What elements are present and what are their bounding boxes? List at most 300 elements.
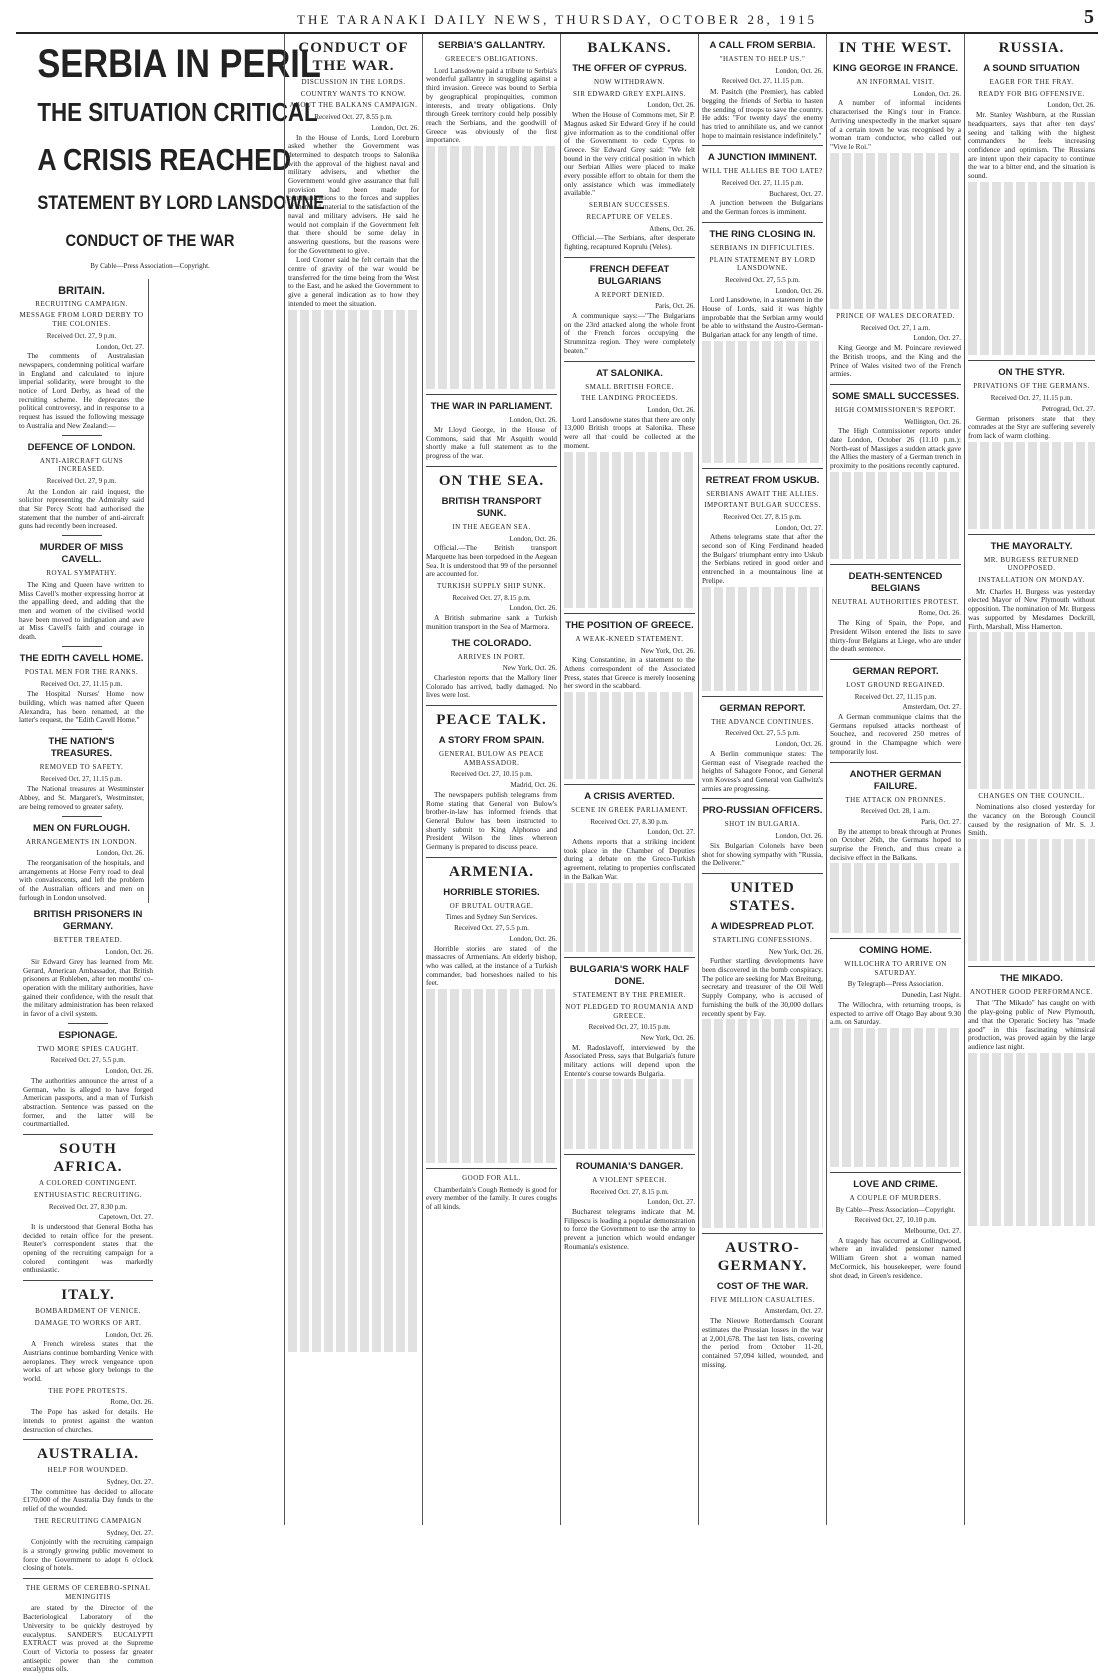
divider <box>968 360 1095 361</box>
subheading: HIGH COMMISSIONER'S REPORT. <box>835 405 956 414</box>
article-text: The Willochra, with returning troops, is expected to arrive off Otago Bay about 9.30 a.m. on Saturday. <box>830 999 961 1027</box>
column-3 <box>284 34 422 1525</box>
divider <box>968 534 1095 535</box>
dateline: Madrid, Oct. 26. <box>510 781 557 790</box>
headline-crisis: A CRISIS REACHED <box>37 142 292 177</box>
subheading: LOST GROUND REGAINED. <box>846 680 945 689</box>
section-heading: SERBIA'S GALLANTRY. <box>438 40 545 51</box>
dateline: London, Oct. 26. <box>371 123 419 132</box>
subheading: AN INFORMAL VISIT. <box>856 78 935 86</box>
subheading: NEUTRAL AUTHORITIES PROTEST. <box>831 597 960 606</box>
dateline: London, Oct. 26. <box>105 948 153 957</box>
article-text: The comments of Australasian newspapers, condemning political warfare in England and calculated to injure imperial solidarity, were brought to the notice of Lord Derby, as head of the recruiting scheme. He deprecates the political controversy, and in response to a request has issued the following message to Australia and New Zealand:— <box>19 351 144 430</box>
article-text: Further startling developments have been discovered in the bomb conspiracy. The police are seeking for Max Breitung, secretary and treasurer of the Oil Well Supply Company, who is accused of furnishing the bulk of the 30,000 dollars recently spent by Fay. <box>702 956 823 1018</box>
text-filler <box>968 1053 1095 1227</box>
divider <box>702 468 823 469</box>
received-line: Received Oct. 27, 5.5 p.m. <box>50 1056 126 1065</box>
subheading: SMALL BRITISH FORCE. <box>585 382 674 391</box>
article-text: Mr. Charles H. Burgess was yesterday elected Mayor of New Plymouth without opposition. The nomination of Mr. Burgess was supported by Mesdames Dockrill, Firth, Marshall, Miss Hamerton. <box>968 586 1095 631</box>
section-heading: THE COLORADO. <box>451 637 532 649</box>
article-text: Sir Edward Grey has learned from Mr. Gerard, American Ambassador, that British prisoners at Ruhleben, after ten months' co-operation with the military authorities, have gained their confidence, with the result that the military administration has been relaxed in favor of a civil system. <box>23 956 153 1019</box>
subheading: THE LANDING PROCEEDS. <box>580 394 679 403</box>
dateline: London, Oct. 26. <box>96 849 144 858</box>
subheading: OF BRUTAL OUTRAGE. <box>449 901 534 910</box>
subheading: SERBIANS IN DIFFICULTIES. <box>710 243 815 252</box>
text-filler <box>830 472 961 559</box>
subheading: GENERAL BULOW AS PEACE AMBASSADOR. <box>439 750 544 767</box>
section-heading: ROUMANIA'S DANGER. <box>575 1160 684 1172</box>
dateline: London, Oct. 26. <box>509 534 557 543</box>
section-heading: IN THE WEST. <box>838 40 953 56</box>
subheading: STATEMENT BY THE PREMIER. <box>573 991 686 1000</box>
article-text: A French wireless states that the Austrians continue bombarding Venice with aeroplanes. They wreck vengeance upon works of art whose glory belongs to the world. <box>23 1339 153 1384</box>
subheading: IN THE AEGEAN SEA. <box>452 522 531 531</box>
divider <box>830 659 961 660</box>
dateline: Capetown, Oct. 27. <box>98 1213 153 1222</box>
subheading: ABOUT THE BALKANS CAMPAIGN. <box>289 101 418 110</box>
dateline: London, Oct. 26. <box>775 740 823 749</box>
dateline: London, Oct. 26. <box>509 416 557 425</box>
article-text: Lord Cromer said he felt certain that the centre of gravity of the war would be transferred for the time being from the West to the East, and he asked the Government to give a general indication as to how they intended to meet the situation. <box>288 255 419 308</box>
dateline: New York, Oct. 26. <box>502 664 557 673</box>
subheading: THE ATTACK ON PRONNES. <box>845 795 946 804</box>
article-text: The committee has decided to allocate £170,000 of the Australia Day funds to the relief of the wounded. <box>23 1486 153 1514</box>
text-filler <box>968 442 1095 529</box>
subheading: CHANGES ON THE COUNCIL. <box>978 791 1085 800</box>
section-heading: THE EDITH CAVELL HOME. <box>19 652 144 664</box>
subheading: NOW WITHDRAWN. <box>593 78 666 86</box>
divider <box>830 564 961 565</box>
received-line: Times and Sydney Sun Services. <box>445 913 538 922</box>
received-line: Received Oct. 27, 5.5 p.m. <box>454 924 529 933</box>
subheading: RECRUITING CAMPAIGN. <box>35 299 128 308</box>
divider <box>702 798 823 799</box>
text-filler <box>702 587 823 691</box>
divider <box>68 1023 108 1024</box>
article-text: By the attempt to break through at Prones on October 26th, the Germans hoped to surprise the French, and thus create a decisive effect in the Balkans. <box>830 826 961 862</box>
dateline: London, Oct. 26. <box>913 89 961 98</box>
text-filler <box>702 1019 823 1228</box>
article-text: The King of Spain, the Pope, and President Wilson entered the lists to save thirty-four Belgians at Liege, who are under the death sentence. <box>830 618 961 654</box>
section-heading: GERMAN REPORT. <box>852 665 939 677</box>
headline-situation: THE SITUATION CRITICAL <box>37 97 318 127</box>
article-text: Lord Lansdowne states that there are only 13,000 British troops at Salonika. These were all that could be collected at the moment. <box>564 414 695 450</box>
text-filler <box>968 839 1095 961</box>
dateline: London, Oct. 26. <box>775 66 823 75</box>
divider <box>23 1439 153 1440</box>
article-text: German prisoners state that they comrades at the Styr are suffering severely from lack of warm clothing. <box>968 413 1095 440</box>
subheading: HELP FOR WOUNDED. <box>47 1466 129 1475</box>
divider <box>62 729 102 730</box>
text-filler <box>564 452 695 608</box>
column-2 <box>19 903 153 1675</box>
article-text: Charleston reports that the Mallory liner Colorado has arrived, badly damaged. No lives were lost. <box>426 672 557 700</box>
received-line: Received Oct. 27, 9 p.m. <box>46 476 117 485</box>
divider <box>564 257 695 258</box>
section-heading: THE RING CLOSING IN. <box>709 228 816 240</box>
divider <box>830 938 961 939</box>
dateline: Dunedin, Last Night. <box>901 991 961 1000</box>
divider <box>62 435 102 436</box>
subheading: WILL THE ALLIES BE TOO LATE? <box>702 167 823 176</box>
subheading: COST OF THE WAR. <box>716 1280 809 1292</box>
dateline: London, Oct. 27. <box>647 828 695 837</box>
received-line: By Telegraph—Press Association. <box>847 980 944 989</box>
received-line: Received Oct. 28, 1 a.m. <box>860 807 931 816</box>
subheading: PLAIN STATEMENT BY LORD LANSDOWNE. <box>709 255 816 273</box>
received-line: Received Oct. 27, 11.15 p.m. <box>721 77 804 86</box>
article-text: Lord Lansdowne paid a tribute to Serbia's wonderful gallantry in struggling against a third invasion. Greece was bound to Serbia by geographical propinquities, common interests, and treaty obligations. Only through Greek territory could help possibly reach the Serbians, and the goodwill of Greece was obviously of the first importance. <box>426 65 557 145</box>
subheading: BRITISH TRANSPORT SUNK. <box>441 495 542 519</box>
article-text: A tragedy has occurred at Collingwood, where an invalided pensioner named William Green shot a woman named McCormick, his housekeeper, were found shot dead, in Green's residence. <box>830 1235 961 1280</box>
article-text: The authorities announce the arrest of a German, who is alleged to have forged American passports, and a man of Turkish abstraction. Sentence was passed on the former, and the latter will be courtmartialled. <box>23 1075 153 1129</box>
subheading: THE RECRUITING CAMPAIGN <box>34 1516 142 1525</box>
received-line: Received Oct. 27, 11.15 p.m. <box>854 692 937 701</box>
text-filler <box>426 989 557 1163</box>
section-heading: BULGARIA'S WORK HALF DONE. <box>569 964 690 988</box>
divider <box>23 1280 153 1281</box>
received-line: Received Oct. 27, 8.30 p.m. <box>48 1202 128 1211</box>
dateline: Petrograd, Oct. 27. <box>1041 404 1095 413</box>
article-text: M. Pasitch (the Premier), has cabled begging the friends of Serbia to hasten the sending of troops to save the country. He adds: "For twenty days' the enemy has tried to annihilate us, and we cannot hope to maintain resistance indefinitely." <box>702 87 823 140</box>
dateline: Paris, Oct. 27. <box>921 817 961 826</box>
section-heading: ON THE STYR. <box>998 367 1065 379</box>
article-text: A German communique claims that the Germans repulsed attacks northeast of Souchez, and recovered 250 metres of ground in the Champagne which were temporarily lost. <box>830 712 961 756</box>
column-6 <box>698 34 826 1525</box>
dateline: New York, Oct. 26. <box>768 947 823 956</box>
section-heading: A CRISIS AVERTED. <box>584 790 675 802</box>
text-filler <box>426 146 557 389</box>
article-text: The reorganisation of the hospitals, and arrangements at Horse Ferry road to deal with convalescents, and left the problem of the Australian officers and men on furlough in London unsolved. <box>19 857 144 902</box>
divider <box>23 1578 153 1579</box>
received-line: Received Oct. 27, 8.55 p.m. <box>314 113 393 122</box>
text-filler <box>702 341 823 463</box>
dateline: London, Oct. 26. <box>775 832 823 841</box>
subheading: THE ADVANCE CONTINUES. <box>711 717 814 726</box>
article-text: Bucharest telegrams indicate that M. Filipescu is leading a popular demonstration to force the Government to use the army to prevent a junction which would endanger Roumania's existence. <box>564 1207 695 1251</box>
subheading: A WEAK-KNEED STATEMENT. <box>575 634 684 643</box>
subheading: THE OFFER OF CYPRUS. <box>572 63 687 74</box>
subheading: A STORY FROM SPAIN. <box>438 735 545 747</box>
article-text: King Constantine, in a statement to the Athens correspondent of the Associated Press, states that Greece is merely loosening her sword in the scabbard. <box>564 655 695 691</box>
article-text: A junction between the Bulgarians and the German forces is imminent. <box>702 198 823 217</box>
dateline: London, Oct. 27. <box>913 334 961 343</box>
advert-text: are stated by the Director of the Bacteriological Laboratory of the University to be quickly destroyed by eucalyptus. SANDER'S EUCALYPTI EXTRACT was proved at the Supreme Court of Victoria to possess far greater antiseptic power than the common eucalyptus oils. <box>23 1603 153 1674</box>
subheading: BETTER TREATED. <box>53 936 123 945</box>
section-heading: RUSSIA. <box>998 40 1065 56</box>
subheading: A SOUND SITUATION <box>983 63 1080 74</box>
article-text: Mr. Stanley Washburn, at the Russian headquarters, says that after ten days' seeing and talking with the highest commanders he feels increasing confidence and optimism. The Russians are intent upon their capacity to continue the war to a bitter end, and the situation is sound. <box>968 110 1095 181</box>
text-filler <box>968 182 1095 356</box>
divider <box>564 1154 695 1155</box>
subheading: DAMAGE TO WORKS OF ART. <box>34 1318 142 1327</box>
article-text: Six Bulgarian Colonels have been shot for showing sympathy with "Russia, the Deliverer." <box>702 840 823 868</box>
section-heading: AT SALONIKA. <box>596 367 663 379</box>
divider <box>426 466 557 467</box>
section-heading: SOME SMALL SUCCESSES. <box>831 390 960 402</box>
advert-heading: THE GERMS OF CEREBRO-SPINAL MENINGITIS <box>25 1584 151 1601</box>
article-text: Official.—The British transport Marquette has been torpedoed in the Aegean Sea. It is understood that 99 of the personnel are accounted for. <box>426 543 557 579</box>
subheading: ANOTHER GOOD PERFORMANCE. <box>969 987 1094 996</box>
subheading: ARRANGEMENTS IN LONDON. <box>25 837 138 846</box>
column-4 <box>422 34 560 1525</box>
section-heading: UNITED STATES. <box>729 879 796 914</box>
received-line: Received Oct. 27, 5.5 p.m. <box>725 275 800 284</box>
subheading: ARRIVES IN PORT. <box>457 652 526 661</box>
section-heading: MURDER OF MISS CAVELL. <box>39 542 124 566</box>
dateline: London, Oct. 26. <box>509 934 557 943</box>
divider <box>702 145 823 146</box>
article-text: Horrible stories are stated of the massacres of Armenians. An elderly bishop, who was called, at the instance of a Turkish commander, bad horseshoes nailed to his feet. <box>426 943 557 988</box>
subheading: WILLOCHRA TO ARRIVE ON SATURDAY. <box>844 959 947 977</box>
received-line: By Cable—Press Association—Copyright. <box>835 1205 956 1214</box>
article-text: That "The Mikado" has caught on with the play-going public of New Plymouth, and that the Operatic Society has "made good" in this fascinating whimsical production, was proved again by the large audience last night. <box>968 998 1095 1051</box>
dateline: London, Oct. 26. <box>647 405 695 414</box>
dateline: Wellington, Oct. 26. <box>904 417 961 426</box>
text-filler <box>288 310 419 1353</box>
received-line: Received Oct. 27, 11.15 p.m. <box>990 394 1073 403</box>
section-heading: ITALY. <box>61 1287 115 1304</box>
subheading: A COLORED CONTINGENT. <box>38 1179 138 1188</box>
dateline: Amsterdam, Oct. 27. <box>902 703 961 712</box>
main-headline: SERBIA IN PERIL <box>37 42 321 86</box>
subheading: MR. BURGESS RETURNED UNOPPOSED. <box>984 555 1079 573</box>
section-heading: THE NATION'S TREASURES. <box>48 736 115 760</box>
section-heading: THE MIKADO. <box>1000 972 1063 984</box>
subheading: PRIVATIONS OF THE GERMANS. <box>973 382 1090 391</box>
dateline: Melbourne, Oct. 27. <box>904 1227 961 1236</box>
section-heading: ON THE SEA. <box>438 472 545 489</box>
subheading: EAGER FOR THE FRAY. <box>989 78 1074 86</box>
subheading: HORRIBLE STORIES. <box>443 886 540 898</box>
subheading: SERBIANS AWAIT THE ALLIES. <box>706 489 819 498</box>
divider <box>426 394 557 395</box>
article-text: A communique says:—"The Bulgarians on the 23rd attacked along the whole front of the French forces occupying the Strumnitza region. They were completely beaten." <box>564 311 695 355</box>
dateline: London, Oct. 26. <box>775 286 823 295</box>
subheading: SERBIAN SUCCESSES. <box>589 201 670 210</box>
dateline: London, Oct. 26. <box>105 1330 153 1339</box>
dateline: Amsterdam, Oct. 27. <box>764 1307 823 1316</box>
section-heading: ANOTHER GERMAN FAILURE. <box>849 768 942 792</box>
headline-conduct: CONDUCT OF THE WAR <box>65 231 235 250</box>
subheading: POSTAL MEN FOR THE RANKS. <box>24 667 139 676</box>
section-heading: ESPIONAGE. <box>58 1029 118 1041</box>
section-heading: BRITAIN. <box>58 284 105 297</box>
received-line: Received Oct. 27, 8.15 p.m. <box>723 512 802 521</box>
received-line: Received Oct. 27, 10.15 p.m. <box>588 1023 671 1032</box>
masthead-title: THE TARANAKI DAILY NEWS, THURSDAY, OCTOBER 28, 1915 <box>297 12 817 27</box>
masthead <box>16 6 1098 34</box>
section-heading: BRITISH PRISONERS IN GERMANY. <box>33 909 143 933</box>
article-text: Mr Lloyd George, in the House of Commons, said that Mr Asquith would shortly make a full statement as to the progress of the war. <box>426 424 557 461</box>
dateline: Athens, Oct. 26. <box>649 224 695 233</box>
headline-statement: STATEMENT BY LORD LANSDOWNE <box>37 193 325 214</box>
byline: By Cable—Press Association—Copyright. <box>90 262 210 270</box>
article-text: M. Radoslavoff, interviewed by the Associated Press, says that Bulgaria's future military actions will depend upon the Entente's course towards Bulgaria. <box>564 1042 695 1078</box>
subheading: MESSAGE FROM LORD DERBY TO THE COLONIES. <box>19 311 144 329</box>
divider <box>426 1168 557 1169</box>
received-line: Received Oct. 27, 8.15 p.m. <box>590 1187 669 1196</box>
subheading: GREECE'S OBLIGATIONS. <box>445 55 538 63</box>
text-filler <box>968 632 1095 788</box>
page-number: 5 <box>1084 6 1094 28</box>
subheading: A VIOLENT SPEECH. <box>592 1175 667 1184</box>
section-heading: RETREAT FROM USKUB. <box>705 474 820 486</box>
column-1-sub <box>19 279 149 904</box>
dateline: Paris, Oct. 26. <box>655 302 695 311</box>
section-heading: DEATH-SENTENCED BELGIANS <box>848 570 943 594</box>
section-heading: ARMENIA. <box>448 863 535 880</box>
subheading: A COUPLE OF MURDERS. <box>849 1193 942 1202</box>
dateline: London, Oct. 27. <box>775 523 823 532</box>
section-heading: THE MAYORALTY. <box>990 540 1073 552</box>
dateline: London, Oct. 26. <box>1047 101 1095 110</box>
article-text: Official.—The Serbians, after desperate fighting, recaptured Koprulu (Veles). <box>564 233 695 251</box>
section-heading: THE POSITION OF GREECE. <box>565 619 694 631</box>
dateline: Sydney, Oct. 27. <box>106 1477 153 1486</box>
divider <box>830 384 961 385</box>
subheading: STARTLING CONFESSIONS. <box>712 935 813 944</box>
section-heading: DEFENCE OF LONDON. <box>27 441 136 453</box>
section-heading: CONDUCT OF THE WAR. <box>298 40 409 74</box>
subheading: "HASTEN TO HELP US." <box>719 55 806 63</box>
subheading: BOMBARDMENT OF VENICE. <box>35 1307 141 1316</box>
article-text: The King and Queen have written to Miss Cavell's mother expressing horror at the appalling deed, and adding that the men and women of the civilised world have been moved to indignation and awe at Miss Cavell's faith and courage in death. <box>19 579 144 642</box>
section-heading: COMING HOME. <box>859 944 932 956</box>
divider <box>702 1233 823 1234</box>
divider <box>62 816 102 817</box>
subheading: SCENE IN GREEK PARLIAMENT. <box>571 805 688 814</box>
article-text: The National treasures at Westminster Abbey, and St. Margaret's, Westminster, are being removed to greater safety. <box>19 784 144 811</box>
advert-heading: GOOD FOR ALL. <box>462 1173 521 1182</box>
article-text: The Hospital Nurses' Home now building, which was named after Queen Alexandra, has been renamed, at the latter's request, the "Edith Cavell Home." <box>19 689 144 725</box>
subheading: TWO MORE SPIES CAUGHT. <box>37 1044 139 1053</box>
received-line: Received Oct. 27, 10.10 p.m. <box>854 1216 937 1225</box>
section-heading: MEN ON FURLOUGH. <box>32 822 131 834</box>
section-heading: FRENCH DEFEAT BULGARIANS <box>589 263 670 287</box>
article-text: At the London air raid inquest, the solicitor representing the Admiralty said that Sir Percy Scott had authorised the statement that the number of anti-aircraft guns had recently been increased. <box>19 486 144 531</box>
subheading: DISCUSSION IN THE LORDS. <box>301 78 406 86</box>
text-filler <box>564 1079 695 1149</box>
article-text: In the House of Lords, Lord Loreburn asked whether the Government was determined to despatch troops to Salonika with the approval of the highest naval and military advisers, and whether the Government would give assurance that full provision had been made for communications to the forces and supplies of men and material to the satisfaction of the naval and military advisers. He said he would not complain if the Government felt that there should be some delay in answering questions, but the reasons were for the Government to give. <box>288 132 419 255</box>
received-line: Received Oct. 27, 1 a.m. <box>860 323 931 332</box>
section-heading: LOVE AND CRIME. <box>853 1178 938 1190</box>
subheading: IMPORTANT BULGAR SUCCESS. <box>704 501 821 510</box>
subheading: TURKISH SUPPLY SHIP SUNK. <box>437 582 546 591</box>
dateline: London, Oct. 27. <box>647 1198 695 1207</box>
subheading: FIVE MILLION CASUALTIES. <box>710 1295 815 1304</box>
subheading: REMOVED TO SAFETY. <box>39 763 124 772</box>
received-line: Received Oct. 27, 9 p.m. <box>46 331 117 340</box>
divider <box>702 222 823 223</box>
column-1 <box>16 34 325 1674</box>
dateline: New York, Oct. 26. <box>640 646 695 655</box>
column-7 <box>826 34 964 1525</box>
article-text: Athens telegrams state that after the second son of King Ferdinand headed the Bulgars' triumphant entry into Uskub the Serbians retired in good order and entrenched in a mountainous line at Prelipe. <box>702 532 823 585</box>
section-heading: PRO-RUSSIAN OFFICERS. <box>702 805 823 817</box>
dateline: London, Oct. 26. <box>647 101 695 110</box>
section-heading: A JUNCTION IMMINENT. <box>708 152 817 164</box>
text-filler <box>564 883 695 953</box>
subheading: ENTHUSIASTIC RECRUITING. <box>33 1190 143 1199</box>
article-text: A number of informal incidents characterised the King's tour in France. Arriving unexpectedly in the market square of a certain town he was recognised by a woman tram conductor, who called out "Vive le Roi." <box>830 98 961 151</box>
divider <box>564 957 695 958</box>
divider <box>426 857 557 858</box>
dateline: London, Oct. 26. <box>509 604 557 613</box>
received-line: Received Oct. 27, 11.15 p.m. <box>40 679 123 688</box>
text-filler <box>830 153 961 309</box>
text-filler <box>830 1028 961 1167</box>
subheading: A REPORT DENIED. <box>594 290 665 299</box>
received-line: Received Oct. 27, 10.15 p.m. <box>450 770 533 779</box>
divider <box>830 1172 961 1173</box>
divider <box>564 784 695 785</box>
dateline: Rome, Oct. 26. <box>110 1398 153 1407</box>
article-text: The Pope has asked for details. He intends to protest against the wanton destruction of churches. <box>23 1407 153 1434</box>
divider <box>62 535 102 536</box>
advert-text: Chamberlain's Cough Remedy is good for every member of the family. It cures coughs of all kinds. <box>426 1184 557 1211</box>
article-text: The newspapers publish telegrams from Rome stating that General von Bulow's brother-in-law has informed friends that General Bulow has been instructed to shortly submit to King Alphonso and President Wilson the lines whereon Germany is prepared to discuss peace. <box>426 789 557 852</box>
article-text: Conjointly with the recruiting campaign is a strongly growing public movement to force the Government to adopt 6 o'clock closing of hotels. <box>23 1537 153 1573</box>
received-line: Received Oct. 27, 5.5 p.m. <box>725 729 800 738</box>
article-text: Athens reports that a striking incident took place in the Chamber of Deputies during a debate on the Greco-Turkish agreement, relating to properties confiscated in the Balkan War. <box>564 837 695 881</box>
subheading: COUNTRY WANTS TO KNOW. <box>300 89 407 98</box>
article-text: A British submarine sank a Turkish munition transport in the Sea of Marmora. <box>426 613 557 631</box>
subheading: KING GEORGE IN FRANCE. <box>832 63 959 74</box>
article-text: A Berlin communique states: The German east of Visegrade reached the heights of Sahagore Fonoc, and General von Kovess's and General von Gallwitz's armies are progressing. <box>702 748 823 793</box>
subheading: ANTI-AIRCRAFT GUNS INCREASED. <box>39 456 124 474</box>
divider <box>23 1134 153 1135</box>
article-text: King George and M. Poincare reviewed the British troops, and the King and the Prince of Wales visited two of the French armies. <box>830 343 961 379</box>
subheading: PRINCE OF WALES DECORATED. <box>836 312 955 320</box>
dateline: London, Oct. 26. <box>105 1067 153 1076</box>
subheading: NOT PLEDGED TO ROUMANIA AND GREECE. <box>565 1002 694 1020</box>
received-line: Received Oct. 27, 8.30 p.m. <box>590 817 669 826</box>
article-text: Lord Lansdowne, in a statement in the House of Lords, said it was highly improbable that the Serbian army would be able to withstand the Austro-German-Bulgarian attack for any length of time. <box>702 295 823 340</box>
dateline: Sydney, Oct. 27. <box>106 1528 153 1537</box>
dateline: Rome, Oct. 26. <box>918 609 961 618</box>
section-heading: AUSTRO-GERMANY. <box>717 1239 808 1274</box>
column-5 <box>560 34 698 1525</box>
divider <box>62 646 102 647</box>
text-filler <box>564 692 695 779</box>
subheading: ROYAL SYMPATHY. <box>46 569 117 578</box>
article-text: Nominations also closed yesterday for the vacancy on the Borough Council caused by the resignation of Mr. S. J. Smith. <box>968 802 1095 838</box>
received-line: Received Oct. 27, 8.15 p.m. <box>452 593 531 602</box>
article-text: The High Commissioner reports under date London, October 26 (11.10 p.m.): North-east of Massiges a sudden attack gave the Allies the mastery of a German trench in proximity to the positions recently captured. <box>830 426 961 471</box>
subheading: THE POPE PROTESTS. <box>48 1386 128 1395</box>
dateline: Bucharest, Oct. 27. <box>769 189 823 198</box>
divider <box>968 966 1095 967</box>
divider <box>564 613 695 614</box>
received-line: Received Oct. 27, 11.15 p.m. <box>40 774 123 783</box>
article-text: It is understood that General Botha has decided to retain office for the present. Reuter's correspondent states that the opening of the recruiting campaign for a colored contingent was markedly enthusiastic. <box>23 1221 153 1275</box>
section-heading: GERMAN REPORT. <box>719 702 806 714</box>
subheading: READY FOR BIG OFFENSIVE. <box>978 89 1085 98</box>
article-text: When the House of Commons met, Sir P. Magnus asked Sir Edward Grey if he could give information as to the conditional offer of the Government to cede Cyprus to Greece. Sir Edward Grey said: "We felt bound in the very critical position in which our Serbian Allies were placed to make every possible effort to obtain for them the only assistance which was immediately available." <box>564 110 695 198</box>
divider <box>702 873 823 874</box>
subheading: RECAPTURE OF VELES. <box>586 212 673 221</box>
subheading: A WIDESPREAD PLOT. <box>710 920 815 932</box>
article-text: The Nieuwe Rotterdamsch Courant estimates the Prussian losses in the war at 2,001,678. The last ten lists, covering the period from October 11-20, contained 57,094 killed, wounded, and missing. <box>702 1316 823 1369</box>
divider <box>564 361 695 362</box>
divider <box>702 696 823 697</box>
subheading: SIR EDWARD GREY EXPLAINS. <box>573 89 686 98</box>
subheading: INSTALLATION ON MONDAY. <box>978 575 1085 584</box>
dateline: London, Oct. 27. <box>96 342 144 351</box>
column-8 <box>964 34 1098 1525</box>
received-line: Received Oct. 27, 11.15 p.m. <box>721 179 804 188</box>
